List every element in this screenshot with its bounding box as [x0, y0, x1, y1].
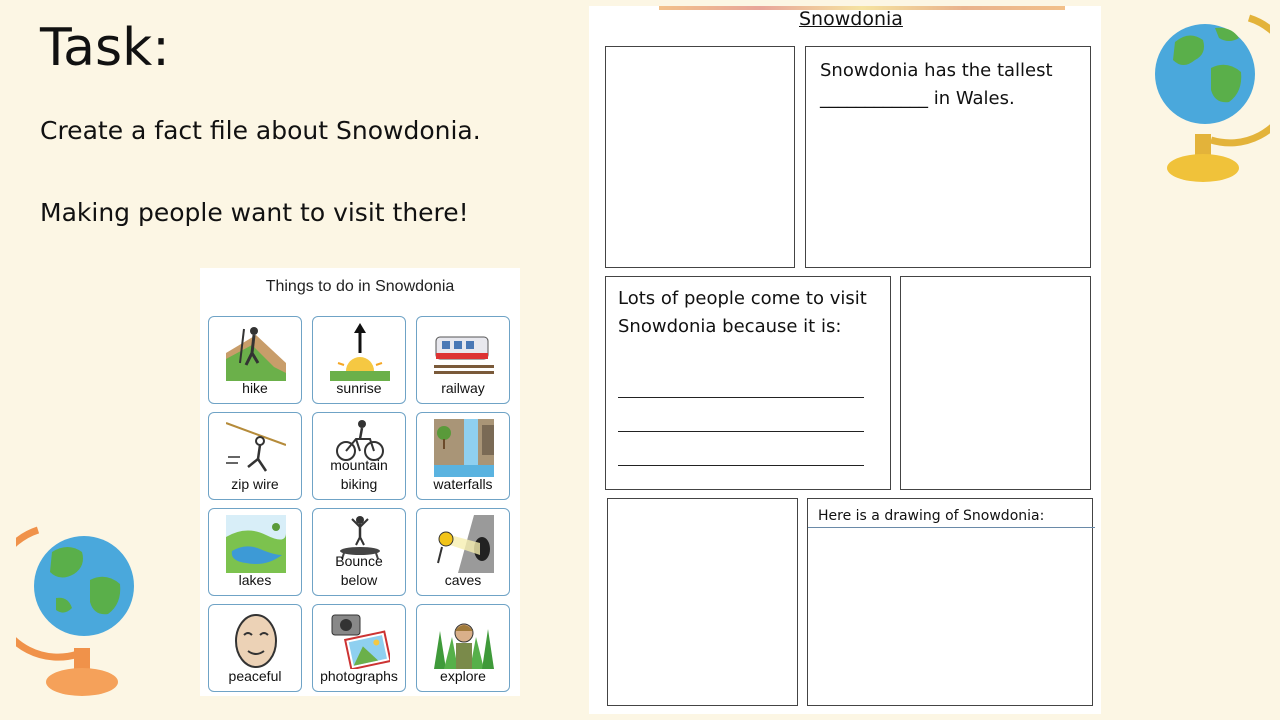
lake-icon: [226, 515, 286, 573]
fact-box-tallest[interactable]: [805, 46, 1091, 268]
task-title: Task:: [40, 18, 170, 78]
task-instruction: Create a fact file about Snowdonia.: [40, 116, 481, 145]
activity-sunrise: [312, 316, 406, 404]
activity-label: lakes: [238, 572, 272, 588]
activity-label: hike: [242, 380, 268, 396]
fact-file-worksheet: [589, 6, 1101, 714]
sunrise-icon: [330, 323, 390, 381]
cave-icon: [434, 515, 494, 573]
activity-bounce-below: [312, 508, 406, 596]
activity-lakes: [208, 508, 302, 596]
fact-tallest-line2: ____________ in Wales.: [820, 88, 1015, 109]
activity-railway: [416, 316, 510, 404]
activity-label: Bounce below: [335, 553, 383, 588]
things-title: Things to do in Snowdonia: [265, 278, 455, 295]
globe-icon: [1145, 8, 1270, 188]
drawing-box[interactable]: [807, 498, 1093, 706]
calm-face-icon: [226, 611, 286, 669]
visit-reasons-line1: Lots of people come to visit: [618, 288, 867, 309]
globe-icon: [16, 522, 141, 702]
picture-box-middle-right[interactable]: [900, 276, 1091, 490]
fact-tallest-line1: Snowdonia has the tallest: [820, 60, 1053, 81]
fact-box-visit-reasons[interactable]: [605, 276, 891, 490]
activity-photographs: [312, 604, 406, 692]
activity-label: caves: [444, 572, 482, 588]
activity-label: photographs: [320, 668, 398, 684]
activity-label: explore: [440, 668, 486, 684]
activity-label: mountain biking: [330, 457, 388, 492]
activity-label: zip wire: [231, 476, 279, 492]
answer-line[interactable]: [618, 431, 864, 432]
sheet-title[interactable]: Snowdonia: [799, 8, 903, 30]
activity-caves: [416, 508, 510, 596]
train-icon: [434, 323, 494, 381]
answer-line[interactable]: [618, 397, 864, 398]
activity-peaceful: [208, 604, 302, 692]
activity-label: waterfalls: [433, 476, 493, 492]
waterfall-icon: [434, 419, 494, 477]
hiker-icon: [226, 323, 286, 381]
activity-mountain-biking: [312, 412, 406, 500]
picture-box-top-left[interactable]: [605, 46, 795, 268]
activity-waterfalls: [416, 412, 510, 500]
activity-label: peaceful: [228, 668, 282, 684]
drawing-label: Here is a drawing of Snowdonia:: [818, 508, 1045, 524]
things-to-do-panel: [200, 268, 520, 696]
zip-wire-icon: [226, 419, 286, 477]
activity-hike: [208, 316, 302, 404]
picture-box-bottom-left[interactable]: [607, 498, 798, 706]
explorer-icon: [434, 611, 494, 669]
answer-line[interactable]: [618, 465, 864, 466]
activity-explore: [416, 604, 510, 692]
activity-label: sunrise: [336, 380, 382, 396]
visit-reasons-line2: Snowdonia because it is:: [618, 316, 842, 337]
camera-icon: [330, 611, 390, 669]
drawing-divider: [808, 527, 1095, 528]
activity-zip-wire: [208, 412, 302, 500]
task-motivation: Making people want to visit there!: [40, 198, 469, 227]
activity-label: railway: [441, 380, 485, 396]
